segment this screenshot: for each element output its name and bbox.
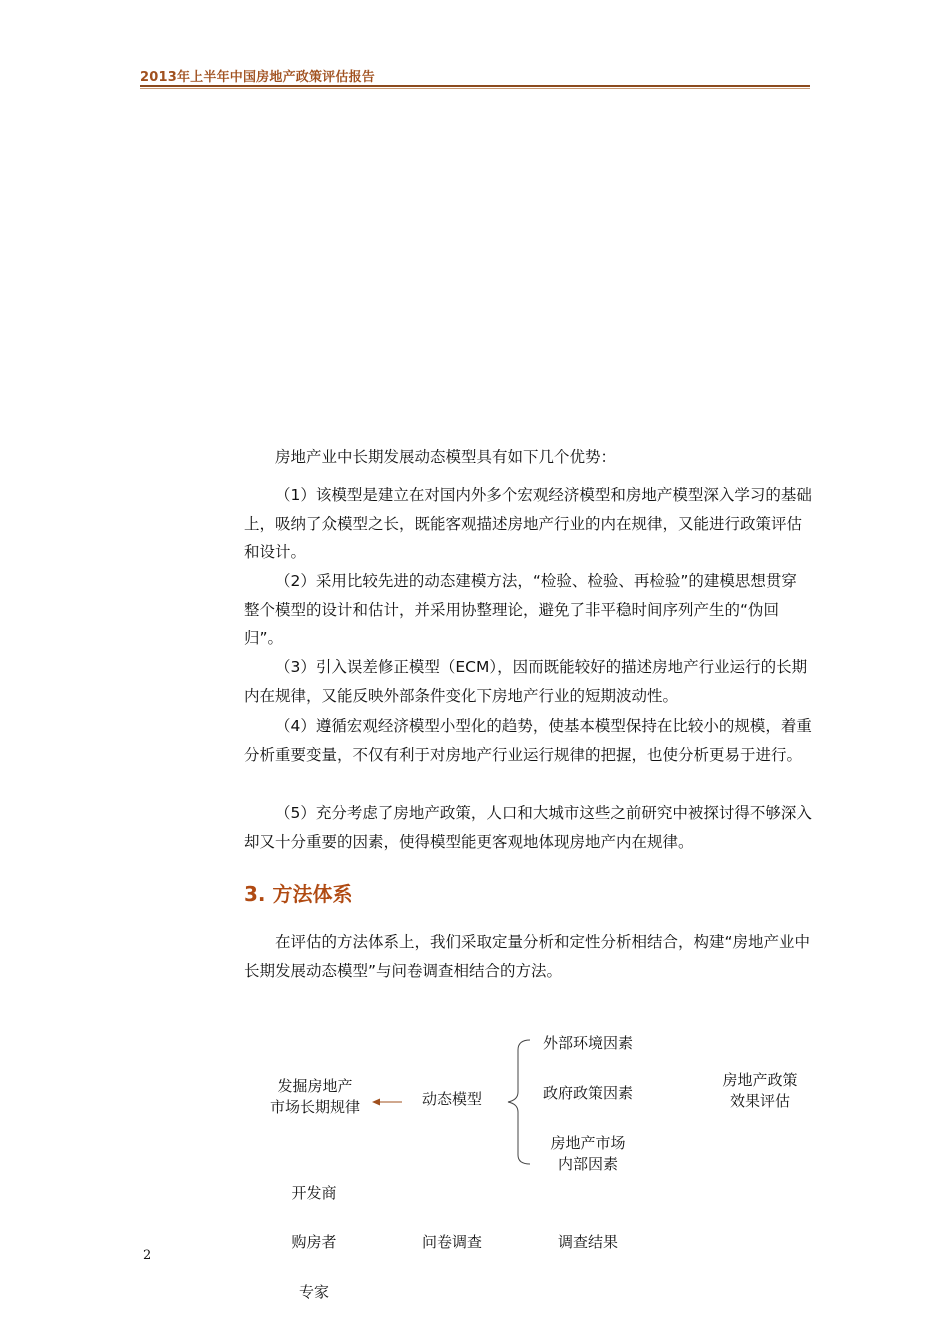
running-header: 2013年上半年中国房地产政策评估报告: [140, 70, 375, 85]
factor-market-line1: 房地产市场: [550, 1134, 626, 1152]
advantage-2: （2）采用比较先进的动态建模方法，“检验、检验、再检验”的建模思想贯穿整个模型的设计和估计，并采用协整理论，避免了非平稳时间序列产生的“伪回归”。: [244, 572, 797, 647]
factor-policy: 政府政策因素: [542, 1084, 633, 1102]
diagram-arrow: [372, 1099, 402, 1106]
advantage-4: （4）遵循宏观经济模型小型化的趋势，使基本模型保持在比较小的规模，着重分析重要变量，不仅有利于对房地产行业运行规律的把握，也使分析更易于进行。: [244, 717, 812, 764]
section-paragraph: 在评估的方法体系上，我们采取定量分析和定性分析相结合，构建“房地产业中长期发展动态模型”与问卷调查相结合的方法。: [244, 933, 811, 980]
page-number: 2: [143, 1248, 152, 1263]
effect-evaluation: [712, 1070, 808, 1112]
advantage-5: （5）充分考虑了房地产政策，人口和大城市这些之前研究中被探讨得不够深入却又十分重要的因素，使得模型能更客观地体现房地产内在规律。: [244, 804, 812, 851]
advantage-3: （3）引入误差修正模型（ECM），因而既能较好的描述房地产行业运行的长期内在规律，又能反映外部条件变化下房地产行业的短期波动性。: [244, 658, 808, 705]
questionnaire-label: 问卷调查: [421, 1233, 482, 1251]
factor-market-line2: 内部因素: [557, 1155, 618, 1173]
dynamic-model-label: 动态模型: [421, 1090, 482, 1108]
factor-external: 外部环境因素: [542, 1034, 633, 1052]
advantage-1: （1）该模型是建立在对国内外多个宏观经济模型和房地产模型深入学习的基础上，吸纳了众模型之长，既能客观描述房地产行业的内在规律，又能进行政策评估和设计。: [244, 486, 812, 561]
discover-label-line2: 市场长期规律: [269, 1098, 360, 1116]
respondent-buyer: 购房者: [291, 1233, 337, 1251]
diagram-brace: [508, 1040, 530, 1164]
effect-evaluation-line2: 效果评估: [729, 1092, 790, 1110]
factor-market: [540, 1133, 636, 1175]
respondent-developer: 开发商: [291, 1184, 337, 1202]
discover-label-line1: 发掘房地产: [277, 1077, 353, 1095]
section-title: 3. 方法体系: [244, 882, 353, 906]
effect-evaluation-line1: 房地产政策: [722, 1071, 798, 1089]
discover-label: [262, 1076, 368, 1118]
survey-result-label: 调查结果: [557, 1233, 618, 1251]
respondent-expert: 专家: [298, 1283, 329, 1301]
intro-paragraph: 房地产业中长期发展动态模型具有如下几个优势：: [275, 448, 617, 466]
